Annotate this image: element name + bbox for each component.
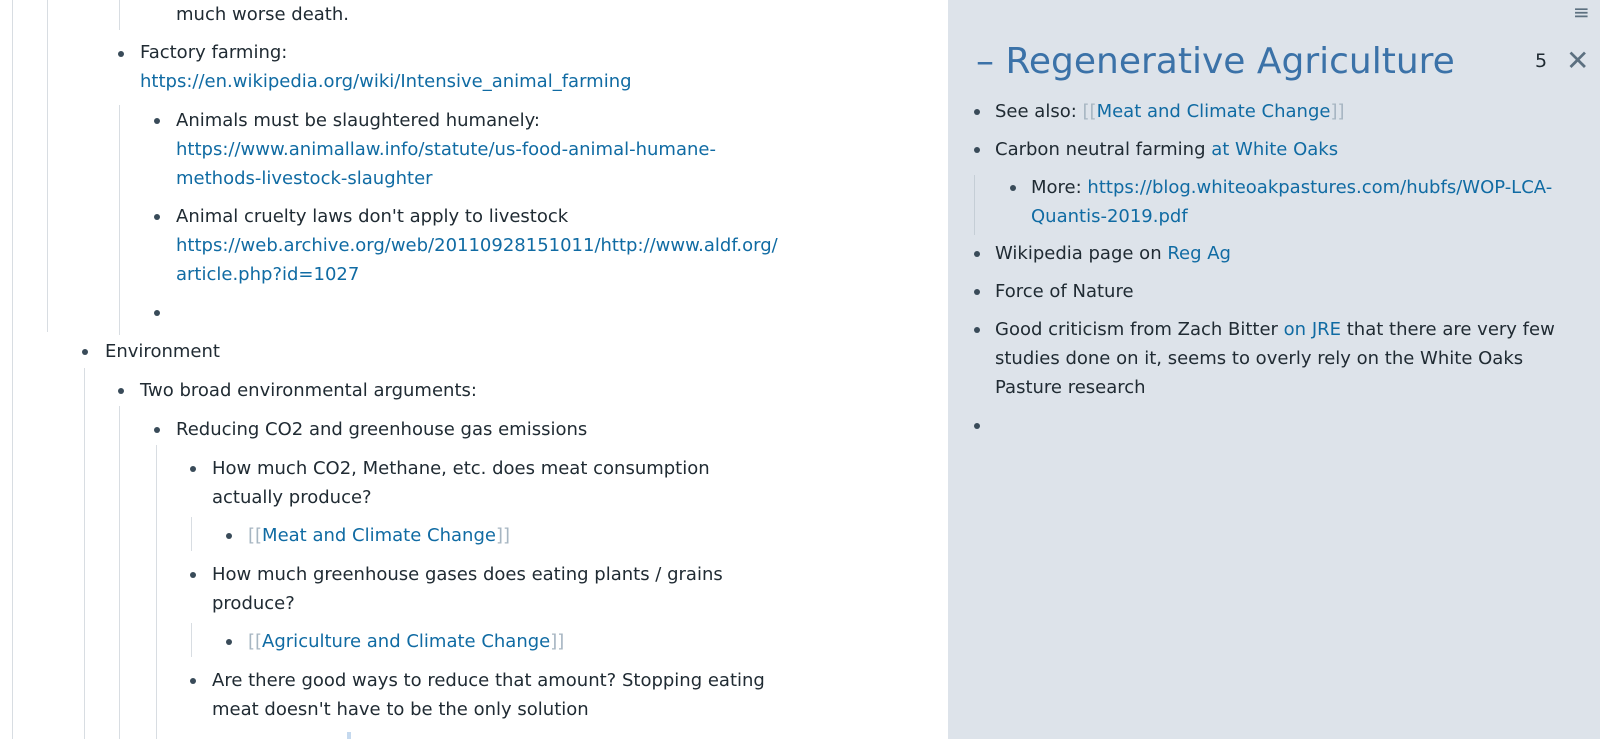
empty-bullet[interactable]	[154, 310, 160, 316]
white-oaks-link[interactable]: at White Oaks	[1211, 139, 1339, 160]
block-text: Wikipedia page on	[995, 243, 1168, 264]
block-text[interactable]: Are there good ways to reduce that amount? Stopping eating	[212, 670, 765, 691]
block-text-cont[interactable]: produce?	[212, 593, 295, 614]
bullet[interactable]	[974, 251, 980, 257]
jre-link[interactable]: on JRE	[1283, 319, 1342, 340]
bullet[interactable]	[154, 214, 160, 220]
wikipedia-link[interactable]: https://en.wikipedia.org/wiki/Intensive_animal_farming	[140, 71, 632, 92]
sidebar-block[interactable]	[995, 316, 1555, 344]
ref-bracket: [[	[248, 525, 263, 546]
collapse-icon[interactable]: –	[976, 41, 994, 82]
page-ref[interactable]	[248, 522, 510, 550]
bullet[interactable]	[226, 533, 232, 539]
block-text[interactable]: Reducing CO2 and greenhouse gas emissions	[176, 419, 588, 440]
bullet[interactable]	[118, 51, 124, 57]
bullet[interactable]	[974, 147, 980, 153]
block-text[interactable]: Animals must be slaughtered humanely:	[176, 110, 540, 131]
whiteoak-pdf-link-cont[interactable]: Quantis-2019.pdf	[1031, 206, 1188, 227]
indent-guide	[191, 517, 192, 551]
ref-bracket: [[	[248, 631, 263, 652]
block-text[interactable]: Factory farming:	[140, 42, 288, 63]
bullet[interactable]	[118, 388, 124, 394]
indent-guide	[12, 0, 13, 739]
bullet[interactable]	[1010, 185, 1016, 191]
sidebar-block-cont[interactable]: studies done on it, seems to overly rely on the White Oaks	[995, 348, 1524, 369]
block-text[interactable]: much worse death.	[176, 4, 349, 25]
bullet[interactable]	[974, 289, 980, 295]
block-text-cont[interactable]: meat doesn't have to be the only solution	[212, 699, 589, 720]
title-text[interactable]: Regenerative Agriculture	[1005, 41, 1455, 82]
sidebar-block[interactable]	[995, 240, 1231, 268]
indent-guide	[119, 105, 120, 335]
meat-climate-ref[interactable]: Meat and Climate Change	[1096, 101, 1331, 122]
indent-guide	[974, 175, 975, 235]
close-icon[interactable]: ✕	[1566, 44, 1590, 77]
indent-guide	[119, 406, 120, 739]
sidebar-block[interactable]	[995, 98, 1345, 126]
block-text: See also:	[995, 101, 1083, 122]
block-text[interactable]: How much CO2, Methane, etc. does meat consumption	[212, 458, 710, 479]
reference-count: 5	[1535, 50, 1548, 72]
meat-climate-ref[interactable]: Meat and Climate Change	[262, 525, 496, 546]
indent-guide	[191, 623, 192, 657]
archive-link-cont[interactable]: article.php?id=1027	[176, 264, 360, 285]
bullet[interactable]	[154, 427, 160, 433]
block-text[interactable]: Two broad environmental arguments:	[140, 380, 477, 401]
block-text[interactable]: Environment	[105, 341, 220, 362]
bullet[interactable]	[226, 639, 232, 645]
ref-bracket: ]]	[1330, 101, 1345, 122]
block-text[interactable]: Animal cruelty laws don't apply to livestock	[176, 206, 569, 227]
bullet[interactable]	[154, 118, 160, 124]
sidebar-block[interactable]	[1031, 174, 1552, 202]
block-text: Good criticism from Zach Bitter	[995, 319, 1284, 340]
block-text: that there are very few	[1341, 319, 1555, 340]
ref-bracket: ]]	[495, 525, 510, 546]
archive-link[interactable]: https://web.archive.org/web/20110928151011/http://www.aldf.org/	[176, 235, 778, 256]
ref-bracket: [[	[1082, 101, 1097, 122]
animallaw-link-cont[interactable]: methods-livestock-slaughter	[176, 168, 433, 189]
block-text: More:	[1031, 177, 1088, 198]
indent-guide	[47, 0, 48, 332]
block-text[interactable]: How much greenhouse gases does eating plants / grains	[212, 564, 723, 585]
bullet[interactable]	[190, 466, 196, 472]
bullet[interactable]	[82, 349, 88, 355]
sidebar-page-title[interactable]	[976, 40, 1455, 84]
bullet[interactable]	[190, 572, 196, 578]
bullet[interactable]	[974, 109, 980, 115]
block-text-cont[interactable]: actually produce?	[212, 487, 372, 508]
ref-bracket: ]]	[550, 631, 565, 652]
page-ref[interactable]	[248, 628, 564, 656]
agri-climate-ref[interactable]: Agriculture and Climate Change	[262, 631, 551, 652]
bullet[interactable]	[190, 678, 196, 684]
indent-guide	[119, 0, 120, 30]
indent-guide	[84, 368, 85, 739]
animallaw-link[interactable]: https://www.animallaw.info/statute/us-food-animal-humane-	[176, 139, 716, 160]
text-cursor	[347, 732, 351, 739]
block-text: Carbon neutral farming	[995, 139, 1212, 160]
bullet[interactable]	[974, 327, 980, 333]
sidebar-block[interactable]: Force of Nature	[995, 281, 1134, 302]
sidebar-block[interactable]	[995, 136, 1338, 164]
sidebar-menu-icon[interactable]: ≡	[1573, 0, 1590, 24]
empty-bullet[interactable]	[974, 423, 980, 429]
whiteoak-pdf-link[interactable]: https://blog.whiteoakpastures.com/hubfs/WOP-LCA-	[1087, 177, 1553, 198]
indent-guide	[156, 445, 157, 739]
sidebar-block-cont[interactable]: Pasture research	[995, 377, 1146, 398]
reg-ag-link[interactable]: Reg Ag	[1167, 243, 1231, 264]
